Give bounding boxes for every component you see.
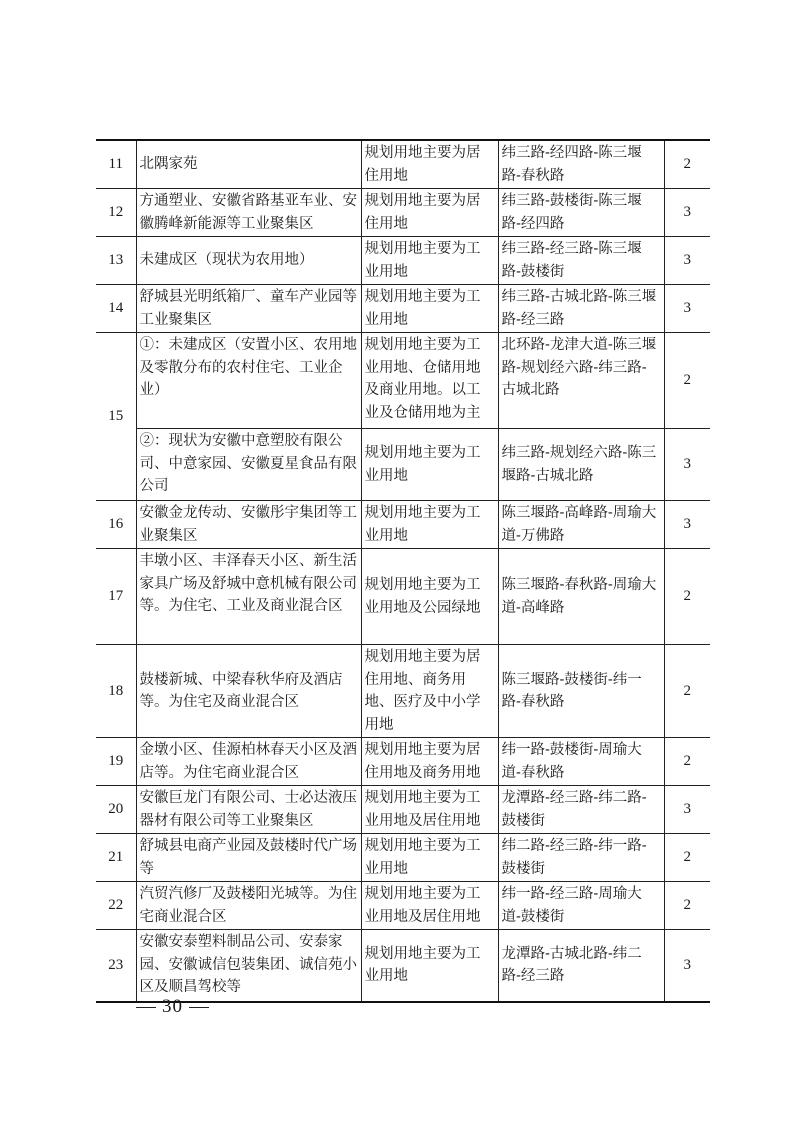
table-row	[96, 237, 710, 285]
table-row	[96, 333, 710, 429]
planned-use-cell: 规划用地主要为居住用地	[361, 189, 498, 237]
row-number: 11	[96, 140, 136, 189]
current-status-cell: 安徽金龙传动、安徽彤宇集团等工业聚集区	[136, 501, 361, 549]
boundary-cell: 北环路-龙津大道-陈三堰路-规划经六路-纬三路-古城北路	[498, 333, 664, 429]
page-number: 30	[162, 996, 183, 1017]
boundary-cell: 陈三堰路-鼓楼街-纬一路-春秋路	[498, 645, 664, 738]
boundary-cell: 纬二路-经三路-纬一路-鼓楼街	[498, 834, 664, 882]
row-number: 21	[96, 834, 136, 882]
planned-use-cell: 规划用地主要为工业用地	[361, 501, 498, 549]
row-number: 23	[96, 930, 136, 1002]
boundary-cell: 纬三路-古城北路-陈三堰路-经三路	[498, 285, 664, 333]
row-number: 13	[96, 237, 136, 285]
current-status-cell: 安徽安泰塑料制品公司、安泰家园、安徽诚信包装集团、诚信苑小区及顺昌驾校等	[136, 930, 361, 1002]
level-cell: 3	[664, 285, 710, 333]
table-row	[96, 645, 710, 738]
row-number: 17	[96, 549, 136, 645]
boundary-cell: 纬一路-经三路-周瑜大道-鼓楼街	[498, 882, 664, 930]
level-cell: 2	[664, 882, 710, 930]
row-number: 20	[96, 786, 136, 834]
table-row	[96, 429, 710, 501]
zoning-table	[96, 139, 710, 1003]
planned-use-cell: 规划用地主要为居住用地及商务用地	[361, 738, 498, 786]
current-status-cell: 鼓楼新城、中梁春秋华府及酒店等。为住宅及商业混合区	[136, 645, 361, 738]
boundary-cell: 陈三堰路-高峰路-周瑜大道-万佛路	[498, 501, 664, 549]
level-cell: 3	[664, 237, 710, 285]
row-number: 18	[96, 645, 136, 738]
current-status-cell: ②：现状为安徽中意塑胶有限公司、中意家园、安徽夏星食品有限公司	[136, 429, 361, 501]
table-row	[96, 501, 710, 549]
planned-use-cell: 规划用地主要为工业用地	[361, 285, 498, 333]
row-number: 12	[96, 189, 136, 237]
row-number: 14	[96, 285, 136, 333]
table-row	[96, 140, 710, 189]
boundary-cell: 纬三路-经四路-陈三堰路-春秋路	[498, 140, 664, 189]
dash-left	[136, 1007, 156, 1008]
boundary-cell: 龙潭路-古城北路-纬二路-经三路	[498, 930, 664, 1002]
planned-use-cell: 规划用地主要为居住用地、商务用地、医疗及中小学用地	[361, 645, 498, 738]
planned-use-cell: 规划用地主要为工业用地、仓储用地及商业用地。以工业及仓储用地为主	[361, 333, 498, 429]
planned-use-cell: 规划用地主要为工业用地	[361, 429, 498, 501]
planned-use-cell: 规划用地主要为工业用地及居住用地	[361, 786, 498, 834]
row-number: 22	[96, 882, 136, 930]
boundary-cell: 纬三路-规划经六路-陈三堰路-古城北路	[498, 429, 664, 501]
table-row	[96, 834, 710, 882]
current-status-cell: 方通塑业、安徽省路基亚车业、安徽腾峰新能源等工业聚集区	[136, 189, 361, 237]
boundary-cell: 纬三路-鼓楼街-陈三堰路-经四路	[498, 189, 664, 237]
current-status-cell: 未建成区（现状为农用地）	[136, 237, 361, 285]
current-status-cell: 北隅家苑	[136, 140, 361, 189]
planned-use-cell: 规划用地主要为工业用地及居住用地	[361, 882, 498, 930]
planned-use-cell: 规划用地主要为工业用地及公园绿地	[361, 549, 498, 645]
boundary-cell: 纬一路-鼓楼街-周瑜大道-春秋路	[498, 738, 664, 786]
table-row	[96, 285, 710, 333]
current-status-cell: 汽贸汽修厂及鼓楼阳光城等。为住宅商业混合区	[136, 882, 361, 930]
table-row	[96, 189, 710, 237]
current-status-cell: 舒城县光明纸箱厂、童车产业园等工业聚集区	[136, 285, 361, 333]
level-cell: 3	[664, 189, 710, 237]
table-row	[96, 930, 710, 1002]
planned-use-cell: 规划用地主要为工业用地	[361, 237, 498, 285]
row-number: 19	[96, 738, 136, 786]
current-status-cell: 安徽巨龙门有限公司、士必达液压器材有限公司等工业聚集区	[136, 786, 361, 834]
level-cell: 3	[664, 501, 710, 549]
current-status-cell: 金墩小区、佳源柏林春天小区及酒店等。为住宅商业混合区	[136, 738, 361, 786]
planned-use-cell: 规划用地主要为居住用地	[361, 140, 498, 189]
level-cell: 2	[664, 645, 710, 738]
table-row	[96, 786, 710, 834]
level-cell: 2	[664, 738, 710, 786]
level-cell: 2	[664, 333, 710, 429]
planned-use-cell: 规划用地主要为工业用地	[361, 834, 498, 882]
zoning-table-container	[96, 139, 710, 1003]
level-cell: 2	[664, 834, 710, 882]
boundary-cell: 纬三路-经三路-陈三堰路-鼓楼街	[498, 237, 664, 285]
row-number: 15	[96, 333, 136, 501]
current-status-cell: 丰墩小区、丰泽春天小区、新生活家具广场及舒城中意机械有限公司等。为住宅、工业及商业混合区	[136, 549, 361, 645]
current-status-cell: ①：未建成区（安置小区、农用地及零散分布的农村住宅、工业企业）	[136, 333, 361, 429]
page-footer	[130, 996, 215, 1018]
level-cell: 2	[664, 140, 710, 189]
level-cell: 3	[664, 930, 710, 1002]
boundary-cell: 龙潭路-经三路-纬二路-鼓楼街	[498, 786, 664, 834]
level-cell: 3	[664, 786, 710, 834]
level-cell: 3	[664, 429, 710, 501]
table-row	[96, 549, 710, 645]
table-row	[96, 882, 710, 930]
level-cell: 2	[664, 549, 710, 645]
planned-use-cell: 规划用地主要为工业用地	[361, 930, 498, 1002]
row-number: 16	[96, 501, 136, 549]
dash-right	[189, 1007, 209, 1008]
table-row	[96, 738, 710, 786]
boundary-cell: 陈三堰路-春秋路-周瑜大道-高峰路	[498, 549, 664, 645]
current-status-cell: 舒城县电商产业园及鼓楼时代广场等	[136, 834, 361, 882]
